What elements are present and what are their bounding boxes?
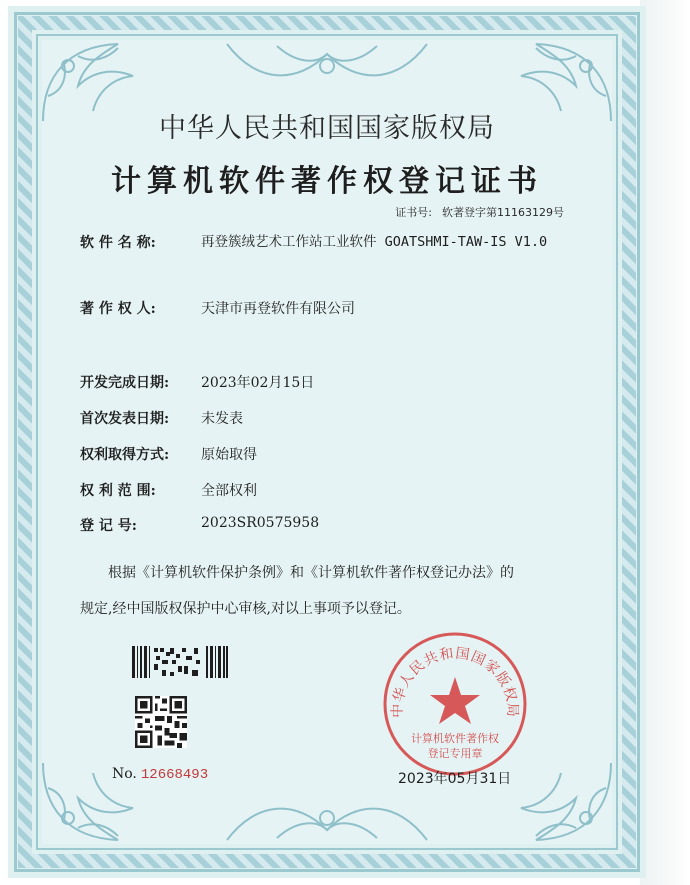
official-seal (380, 629, 530, 779)
certificate-number (395, 204, 564, 220)
seal-inner-line-1: 计算机软件著作权 (411, 732, 499, 745)
field-value: 未发表 (201, 411, 243, 427)
certificate-title: 计算机软件著作权登记证书 (111, 164, 543, 199)
field-label: 首次发表日期: (80, 411, 170, 427)
qr-code-image (135, 696, 187, 748)
field-label: 开发完成日期: (80, 375, 170, 391)
field-label: 权 利 范 围: (80, 483, 156, 499)
field-value: 2023SR0575958 (201, 515, 320, 531)
field-value: 全部权利 (201, 483, 257, 499)
serial-prefix: No. (112, 766, 137, 782)
field-label: 著 作 权 人: (80, 301, 156, 317)
barcode-image (132, 646, 228, 678)
top-center-ornament (217, 34, 437, 88)
body-text-line-1: 根据《计算机软件保护条例》和《计算机软件著作权登记办法》的 (108, 565, 514, 581)
bottom-center-ornament (217, 796, 437, 850)
seal-inner-line-2: 登记专用章 (427, 747, 483, 760)
issue-date: 2023年05月31日 (398, 771, 512, 787)
field-label: 登 记 号: (80, 518, 137, 534)
certificate-number-label: 证书号: (395, 206, 432, 219)
page-right-edge (640, 0, 690, 885)
field-label: 软 件 名 称: (80, 235, 156, 251)
certificate (8, 6, 646, 878)
field-label: 权利取得方式: (80, 447, 170, 463)
body-text-line-2: 规定,经中国版权保护中心审核,对以上事项予以登记。 (80, 601, 411, 617)
field-value: 原始取得 (201, 447, 257, 463)
serial-number (112, 766, 208, 783)
serial-value: 12668493 (140, 767, 209, 783)
seal-outer-text: 中华人民共和国国家版权局 (389, 645, 521, 718)
field-value: 2023年02月15日 (201, 375, 315, 391)
field-value: 再登簇绒艺术工作站工业软件 GOATSHMI-TAW-IS V1.0 (201, 234, 548, 250)
certificate-number-value: 软著登字第11163129号 (442, 206, 564, 219)
issuing-authority-title: 中华人民共和国国家版权局 (159, 113, 495, 144)
field-value: 天津市再登软件有限公司 (201, 301, 355, 317)
